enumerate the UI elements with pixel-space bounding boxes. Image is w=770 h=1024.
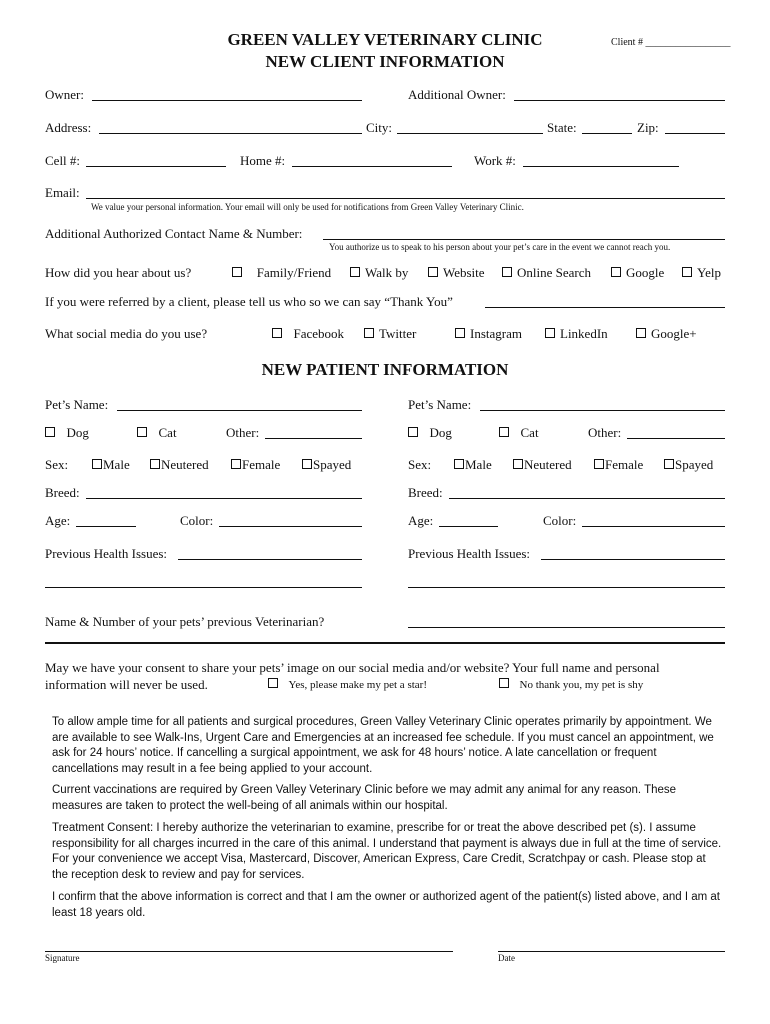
pet1-name-field[interactable]	[117, 410, 362, 411]
contact-field[interactable]	[323, 239, 725, 240]
pet1-cat-option[interactable]: Cat	[137, 425, 177, 441]
address-label: Address:	[45, 120, 92, 135]
pet1-health-field-2[interactable]	[45, 587, 362, 588]
additional-owner-label: Additional Owner:	[408, 87, 506, 102]
hear-option-yelp[interactable]: Yelp	[682, 265, 721, 281]
checkbox-icon[interactable]	[150, 459, 160, 469]
checkbox-icon[interactable]	[682, 267, 692, 277]
owner-field[interactable]	[92, 100, 362, 101]
pet1-age-field[interactable]	[76, 526, 136, 527]
pet1-male-option[interactable]: Male	[92, 457, 130, 473]
checkbox-icon[interactable]	[137, 427, 147, 437]
pet1-health-field[interactable]	[178, 559, 362, 560]
social-option-googleplus[interactable]: Google+	[636, 326, 697, 342]
city-label: City:	[366, 120, 393, 135]
pet2-dog-option[interactable]: Dog	[408, 425, 452, 441]
checkbox-icon[interactable]	[350, 267, 360, 277]
form-subtitle: NEW CLIENT INFORMATION	[265, 52, 505, 71]
hear-option-family[interactable]: Family/Friend	[232, 265, 331, 281]
consent-no-option[interactable]: No thank you, my pet is shy	[499, 678, 643, 691]
contact-note: You authorize us to speak to his person about your pet’s care in the event we cannot reach you.	[329, 242, 671, 252]
pet2-neutered-option[interactable]: Neutered	[513, 457, 572, 473]
checkbox-icon[interactable]	[428, 267, 438, 277]
checkbox-icon[interactable]	[232, 267, 242, 277]
section-divider	[45, 642, 725, 644]
pet1-name-label: Pet’s Name:	[45, 397, 109, 412]
checkbox-icon[interactable]	[664, 459, 674, 469]
pet1-spayed-option[interactable]: Spayed	[302, 457, 351, 473]
pet2-health-field[interactable]	[541, 559, 725, 560]
consent-question-line2: information will never be used.	[45, 677, 208, 692]
pet2-cat-option[interactable]: Cat	[499, 425, 539, 441]
date-label: Date	[498, 953, 515, 963]
work-label: Work #:	[474, 153, 516, 168]
home-label: Home #:	[240, 153, 286, 168]
pet1-breed-field[interactable]	[86, 498, 362, 499]
pet2-sex-label: Sex:	[408, 457, 432, 472]
hear-option-online-search[interactable]: Online Search	[502, 265, 591, 281]
zip-label: Zip:	[637, 120, 659, 135]
checkbox-icon[interactable]	[272, 328, 282, 338]
hear-option-walkby[interactable]: Walk by	[350, 265, 408, 281]
contact-label: Additional Authorized Contact Name & Number:	[45, 226, 303, 241]
checkbox-icon[interactable]	[302, 459, 312, 469]
email-label: Email:	[45, 185, 80, 200]
checkbox-icon[interactable]	[545, 328, 555, 338]
pet1-age-label: Age:	[45, 513, 71, 528]
checkbox-icon[interactable]	[636, 328, 646, 338]
prev-vet-field[interactable]	[408, 627, 725, 628]
checkbox-icon[interactable]	[454, 459, 464, 469]
patient-section-title: NEW PATIENT INFORMATION	[261, 360, 509, 379]
social-option-facebook[interactable]: Facebook	[272, 326, 344, 342]
social-option-linkedin[interactable]: LinkedIn	[545, 326, 608, 342]
pet1-neutered-option[interactable]: Neutered	[150, 457, 209, 473]
pet1-female-option[interactable]: Female	[231, 457, 280, 473]
pet1-health-label: Previous Health Issues:	[45, 546, 168, 561]
state-field[interactable]	[582, 133, 632, 134]
policy-vaccinations: Current vaccinations are required by Green Valley Veterinary Clinic before we may admit any animal for any reason. These measures are taken to protect the well-being of all animals within our hospital.	[52, 784, 677, 812]
pet2-name-label: Pet’s Name:	[408, 397, 472, 412]
pet1-sex-label: Sex:	[45, 457, 69, 472]
pet2-breed-field[interactable]	[449, 498, 725, 499]
checkbox-icon[interactable]	[408, 427, 418, 437]
city-field[interactable]	[397, 133, 543, 134]
hear-question: How did you hear about us?	[45, 265, 192, 280]
pet2-color-field[interactable]	[582, 526, 725, 527]
pet1-color-label: Color:	[180, 513, 214, 528]
pet1-other-label: Other:	[226, 425, 260, 440]
pet2-color-label: Color:	[543, 513, 577, 528]
pet1-color-field[interactable]	[219, 526, 362, 527]
owner-label: Owner:	[45, 87, 84, 102]
cell-field[interactable]	[86, 166, 226, 167]
pet2-other-field[interactable]	[627, 438, 725, 439]
prev-vet-label: Name & Number of your pets’ previous Veterinarian?	[45, 614, 325, 629]
policy-appointments: To allow ample time for all patients and surgical procedures, Green Valley Veterinary Clinic operates primarily by appointment. We are available to see Walk-Ins, Urgent Care and Emergencies at an increased fee schedule. If you must cancel an appointment, we ask for 24 hours’ notice. If cancelling a surgical appointment, we ask for 48 hours’ notice. A late cancellation or frequent cancellations may result in a fee being applied to your account.	[52, 716, 714, 775]
signature-field[interactable]	[45, 951, 453, 952]
checkbox-icon[interactable]	[364, 328, 374, 338]
checkbox-icon[interactable]	[513, 459, 523, 469]
additional-owner-field[interactable]	[514, 100, 725, 101]
pet2-female-option[interactable]: Female	[594, 457, 643, 473]
checkbox-icon[interactable]	[499, 678, 509, 688]
date-field[interactable]	[498, 951, 725, 952]
home-field[interactable]	[292, 166, 452, 167]
consent-question-line1: May we have your consent to share your pets’ image on our social media and/or website? Your full name and personal	[45, 660, 660, 675]
pet2-age-field[interactable]	[439, 526, 498, 527]
pet2-age-label: Age:	[408, 513, 434, 528]
hear-option-website[interactable]: Website	[428, 265, 485, 281]
work-field[interactable]	[523, 166, 679, 167]
consent-yes-option[interactable]: Yes, please make my pet a star!	[268, 678, 427, 691]
pet2-breed-label: Breed:	[408, 485, 443, 500]
clinic-title: GREEN VALLEY VETERINARY CLINIC	[227, 30, 543, 49]
pet2-other-label: Other:	[588, 425, 622, 440]
pet2-spayed-option[interactable]: Spayed	[664, 457, 713, 473]
email-note: We value your personal information. Your email will only be used for notifications from Green Valley Veterinary Clinic.	[91, 202, 524, 212]
checkbox-icon[interactable]	[455, 328, 465, 338]
checkbox-icon[interactable]	[499, 427, 509, 437]
referral-field[interactable]	[485, 307, 725, 308]
cell-label: Cell #:	[45, 153, 81, 168]
pet2-name-field[interactable]	[480, 410, 725, 411]
social-option-twitter[interactable]: Twitter	[364, 326, 416, 342]
checkbox-icon[interactable]	[502, 267, 512, 277]
pet2-health-label: Previous Health Issues:	[408, 546, 531, 561]
pet1-dog-option[interactable]: Dog	[45, 425, 89, 441]
address-field[interactable]	[99, 133, 362, 134]
checkbox-icon[interactable]	[92, 459, 102, 469]
signature-label: Signature	[45, 953, 80, 963]
zip-field[interactable]	[665, 133, 725, 134]
social-option-instagram[interactable]: Instagram	[455, 326, 522, 342]
referral-label: If you were referred by a client, please tell us who so we can say “Thank You”	[45, 294, 453, 309]
policy-confirmation: I confirm that the above information is correct and that I am the owner or authorized agent of the patient(s) listed above, and I am at least 18 years old.	[52, 891, 721, 919]
hear-option-google[interactable]: Google	[611, 265, 664, 281]
social-question: What social media do you use?	[45, 326, 208, 341]
checkbox-icon[interactable]	[45, 427, 55, 437]
checkbox-icon[interactable]	[594, 459, 604, 469]
pet2-health-field-2[interactable]	[408, 587, 725, 588]
checkbox-icon[interactable]	[231, 459, 241, 469]
pet1-other-field[interactable]	[265, 438, 362, 439]
pet1-breed-label: Breed:	[45, 485, 80, 500]
state-label: State:	[547, 120, 577, 135]
checkbox-icon[interactable]	[268, 678, 278, 688]
checkbox-icon[interactable]	[611, 267, 621, 277]
email-field[interactable]	[86, 198, 725, 199]
client-number-field[interactable]: Client # _________________	[611, 37, 731, 48]
policy-treatment-consent: Treatment Consent: I hereby authorize the veterinarian to examine, prescribe for or treat the above described pet (s). I assume responsibility for all charges incurred in the care of this animal. I understand that payment is always due in full at the time of service. For your convenience we accept Visa, Mastercard, Discover, American Express, Care Credit, Scratchpay or cash. Please stop at the reception desk to review and pay for services.	[52, 822, 722, 881]
pet2-male-option[interactable]: Male	[454, 457, 492, 473]
